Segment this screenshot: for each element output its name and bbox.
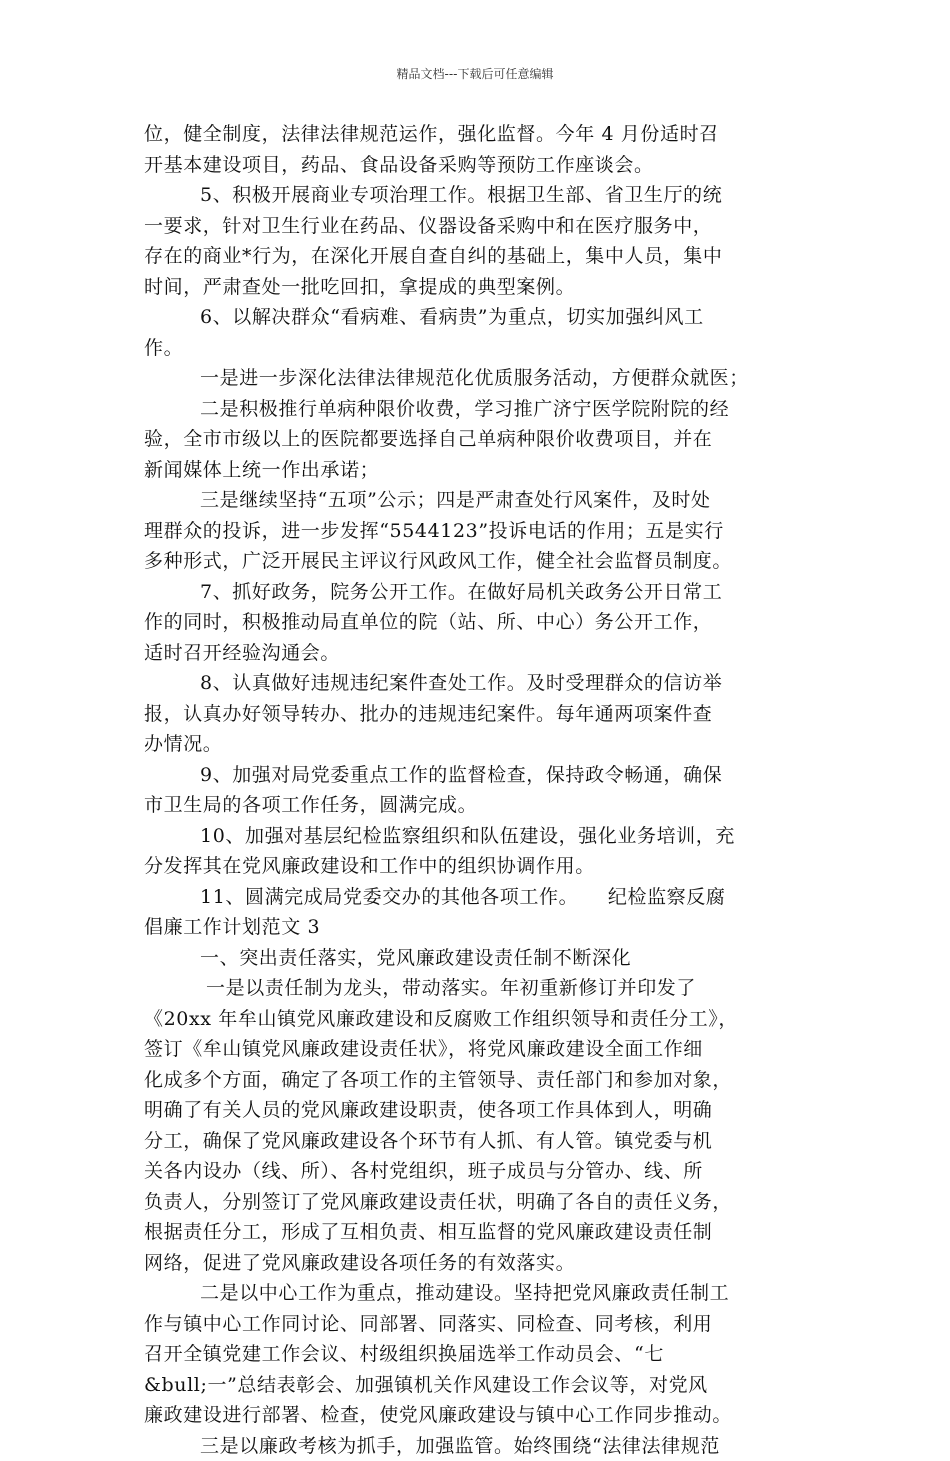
text-line: 三是以廉政考核为抓手，加强监管。始终围绕“法律法律规范 xyxy=(144,1431,809,1461)
text-line: 作与镇中心工作同讨论、同部署、同落实、同检查、同考核，利用 xyxy=(144,1309,809,1340)
text-line: 网络，促进了党风廉政建设各项任务的有效落实。 xyxy=(144,1248,809,1279)
text-line: 适时召开经验沟通会。 xyxy=(144,638,809,669)
text-line: 三是继续坚持“五项”公示；四是严肃查处行风案件，及时处 xyxy=(144,485,809,516)
text-line: 11、圆满完成局党委交办的其他各项工作。 纪检监察反腐 xyxy=(144,882,809,913)
text-line: &bull;一”总结表彰会、加强镇机关作风建设工作会议等，对党风 xyxy=(144,1370,809,1401)
text-line: 签订《牟山镇党风廉政建设责任状》，将党风廉政建设全面工作细 xyxy=(144,1034,809,1065)
text-line: 验，全市市级以上的医院都要选择自己单病种限价收费项目，并在 xyxy=(144,424,809,455)
text-line: 办情况。 xyxy=(144,729,809,760)
text-line: 倡廉工作计划范文 3 xyxy=(144,912,809,943)
text-line: 关各内设办（线、所）、各村党组织，班子成员与分管办、线、所 xyxy=(144,1156,809,1187)
text-line: 一是进一步深化法律法律规范化优质服务活动，方便群众就医； xyxy=(144,363,809,394)
text-line: 一要求，针对卫生行业在药品、仪器设备采购中和在医疗服务中， xyxy=(144,211,809,242)
text-line: 负责人，分别签订了党风廉政建设责任状，明确了各自的责任义务， xyxy=(144,1187,809,1218)
text-line: 报，认真办好领导转办、批办的违规违纪案件。每年通两项案件查 xyxy=(144,699,809,730)
text-line: 明确了有关人员的党风廉政建设职责，使各项工作具体到人，明确 xyxy=(144,1095,809,1126)
text-line: 8、认真做好违规违纪案件查处工作。及时受理群众的信访举 xyxy=(144,668,809,699)
text-line: 7、抓好政务，院务公开工作。在做好局机关政务公开日常工 xyxy=(144,577,809,608)
text-line: 《20xx 年牟山镇党风廉政建设和反腐败工作组织领导和责任分工》， xyxy=(144,1004,809,1035)
text-line: 作。 xyxy=(144,333,809,364)
text-line: 廉政建设进行部署、检查，使党风廉政建设与镇中心工作同步推动。 xyxy=(144,1400,809,1431)
text-line: 市卫生局的各项工作任务，圆满完成。 xyxy=(144,790,809,821)
text-line: 理群众的投诉，进一步发挥“5544123”投诉电话的作用；五是实行 xyxy=(144,516,809,547)
text-line: 二是以中心工作为重点，推动建设。坚持把党风廉政责任制工 xyxy=(144,1278,809,1309)
text-line: 9、加强对局党委重点工作的监督检查，保持政令畅通，确保 xyxy=(144,760,809,791)
text-line: 存在的商业*行为，在深化开展自查自纠的基础上，集中人员，集中 xyxy=(144,241,809,272)
text-line: 作的同时，积极推动局直单位的院（站、所、中心）务公开工作， xyxy=(144,607,809,638)
text-line: 10、加强对基层纪检监察组织和队伍建设，强化业务培训，充 xyxy=(144,821,809,852)
page-header: 精品文档---下载后可任意编辑 xyxy=(0,67,950,81)
text-line: 时间，严肃查处一批吃回扣，拿提成的典型案例。 xyxy=(144,272,809,303)
text-line: 二是积极推行单病种限价收费，学习推广济宁医学院附院的经 xyxy=(144,394,809,425)
text-line: 5、积极开展商业专项治理工作。根据卫生部、省卫生厅的统 xyxy=(144,180,809,211)
text-line: 开基本建设项目，药品、食品设备采购等预防工作座谈会。 xyxy=(144,150,809,181)
text-line: 一是以责任制为龙头，带动落实。年初重新修订并印发了 xyxy=(144,973,809,1004)
text-line: 分发挥其在党风廉政建设和工作中的组织协调作用。 xyxy=(144,851,809,882)
text-line: 化成多个方面，确定了各项工作的主管领导、责任部门和参加对象， xyxy=(144,1065,809,1096)
text-line: 6、以解决群众“看病难、看病贵”为重点，切实加强纠风工 xyxy=(144,302,809,333)
document-body xyxy=(144,119,809,1461)
text-line: 根据责任分工，形成了互相负责、相互监督的党风廉政建设责任制 xyxy=(144,1217,809,1248)
text-line: 位，健全制度，法律法律规范运作，强化监督。今年 4 月份适时召 xyxy=(144,119,809,150)
text-line: 分工，确保了党风廉政建设各个环节有人抓、有人管。镇党委与机 xyxy=(144,1126,809,1157)
text-line: 多种形式，广泛开展民主评议行风政风工作，健全社会监督员制度。 xyxy=(144,546,809,577)
text-line: 新闻媒体上统一作出承诺； xyxy=(144,455,809,486)
text-line: 一、突出责任落实，党风廉政建设责任制不断深化 xyxy=(144,943,809,974)
text-line: 召开全镇党建工作会议、村级组织换届选举工作动员会、“七 xyxy=(144,1339,809,1370)
